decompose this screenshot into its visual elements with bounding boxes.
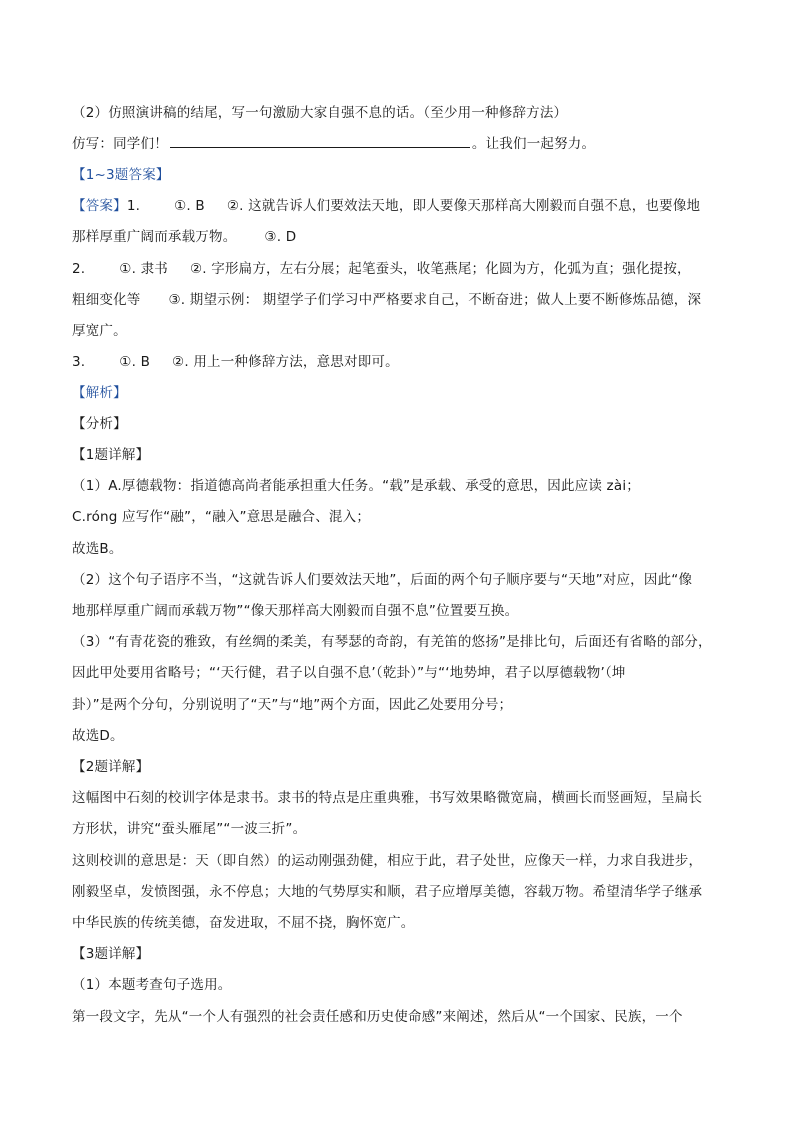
analysis-header: 【解析】 <box>72 385 127 401</box>
q3-detail-line: （1）本题考查句子选用。 <box>72 977 232 993</box>
q2-detail-line: 中华民族的传统美德，奋发进取，不屈不挠，胸怀宽广。 <box>72 915 415 931</box>
q2-detail-line: 方形状，讲究“蚕头雁尾”“一波三折”。 <box>72 821 307 837</box>
answer-2-continued-2: 厚宽广。 <box>72 323 127 339</box>
answer-2-part3: ③. 期望示例： 期望学子们学习中严格要求自己，不断奋进；做人上要不断修炼品德，深 <box>168 292 702 308</box>
answer-3-number: 3. <box>72 354 86 370</box>
answer-2-line <box>72 260 691 278</box>
q1-detail-line: 故选D。 <box>72 728 124 744</box>
q1-detail-line: 地那样厚重广阔而承载万物”“像天那样高大刚毅而自强不息”位置要互换。 <box>72 603 519 619</box>
analysis-sub-header: 【分析】 <box>72 416 127 432</box>
answer-1-cont: 那样厚重广阔而承载万物。 <box>72 229 237 245</box>
imitation-label: 仿写：同学们！ <box>72 136 168 152</box>
q2-detail-header: 【2题详解】 <box>72 759 150 775</box>
answer-1-part3: ③. D <box>264 229 297 245</box>
answer-blank <box>170 135 470 148</box>
q3-detail-header: 【3题详解】 <box>72 946 150 962</box>
q3-detail-line: 第一段文字，先从“一个人有强烈的社会责任感和历史使命感”来阐述，然后从“一个国家、民族，一个 <box>72 1009 683 1025</box>
q1-detail-line: （3）“有青花瓷的雅致，有丝绸的柔美，有琴瑟的奇韵，有羌笛的悠扬”是排比句，后面还有省略的部分， <box>72 634 712 650</box>
answer-2-part1: ①. 隶书 <box>119 261 168 277</box>
q1-detail-line: （1）A.厚德载物：指道德高尚者能承担重大任务。“载”是承载、承受的意思，因此应读 zài； <box>72 478 640 494</box>
q1-detail-line: C.róng 应写作“融”，“融入”意思是融合、混入； <box>72 509 371 525</box>
answer-2-part2: ②. 字形扁方，左右分展；起笔蚕头，收笔燕尾；化圆为方，化弧为直；强化提按， <box>189 261 691 277</box>
answer-1-part2: ②. 这就告诉人们要效法天地，即人要像天那样高大刚毅而自强不息，也要像地 <box>226 198 701 214</box>
answer-1-line <box>72 197 700 215</box>
answer-3-part1: ①. B <box>119 354 151 370</box>
answer-1-number: 1. <box>126 198 141 214</box>
answer-3-part2: ②. 用上一种修辞方法，意思对即可。 <box>172 354 399 370</box>
imitation-line <box>72 135 595 153</box>
q1-detail-line: （2）这个句子语序不当，“这就告诉人们要效法天地”，后面的两个句子顺序要与“天地”对应，因此“像 <box>72 572 693 588</box>
q2-detail-line: 这则校训的意思是：天（即自然）的运动刚强劲健，相应于此，君子处世，应像天一样，力求自我进步， <box>72 853 703 869</box>
q2-detail-line: 这幅图中石刻的校训字体是隶书。隶书的特点是庄重典雅，书写效果略微宽扁，横画长而竖画短，呈扁长 <box>72 790 703 806</box>
answer-2-cont: 粗细变化等 <box>72 292 141 308</box>
q2-detail-line: 刚毅坚卓，发愤图强，永不停息；大地的气势厚实和顺，君子应增厚美德，容载万物。希望清华学子继承 <box>72 884 703 900</box>
q1-detail-line: 故选B。 <box>72 541 123 557</box>
q1-detail-line: 卦）”是两个分句，分别说明了“天”与“地”两个方面，因此乙处要用分号； <box>72 697 513 713</box>
imitation-suffix: 。让我们一起努力。 <box>471 136 596 152</box>
answer-2-number: 2. <box>72 261 86 277</box>
answer-2-continued <box>72 291 701 309</box>
answer-1-part1: ①. B <box>174 198 205 214</box>
q1-detail-header: 【1题详解】 <box>72 447 150 463</box>
answer-3-line <box>72 353 399 371</box>
answer-label: 【答案】 <box>72 198 127 214</box>
q2-prompt: （2）仿照演讲稿的结尾，写一句激励大家自强不息的话。（至少用一种修辞方法） <box>72 105 568 121</box>
answer-1-continued <box>72 228 296 246</box>
q1-detail-line: 因此甲处要用省略号；“‘天行健，君子以自强不息’（乾卦）”与“‘地势坤，君子以厚德载物’（坤 <box>72 665 626 681</box>
answer-header: 【1~3题答案】 <box>72 167 170 183</box>
